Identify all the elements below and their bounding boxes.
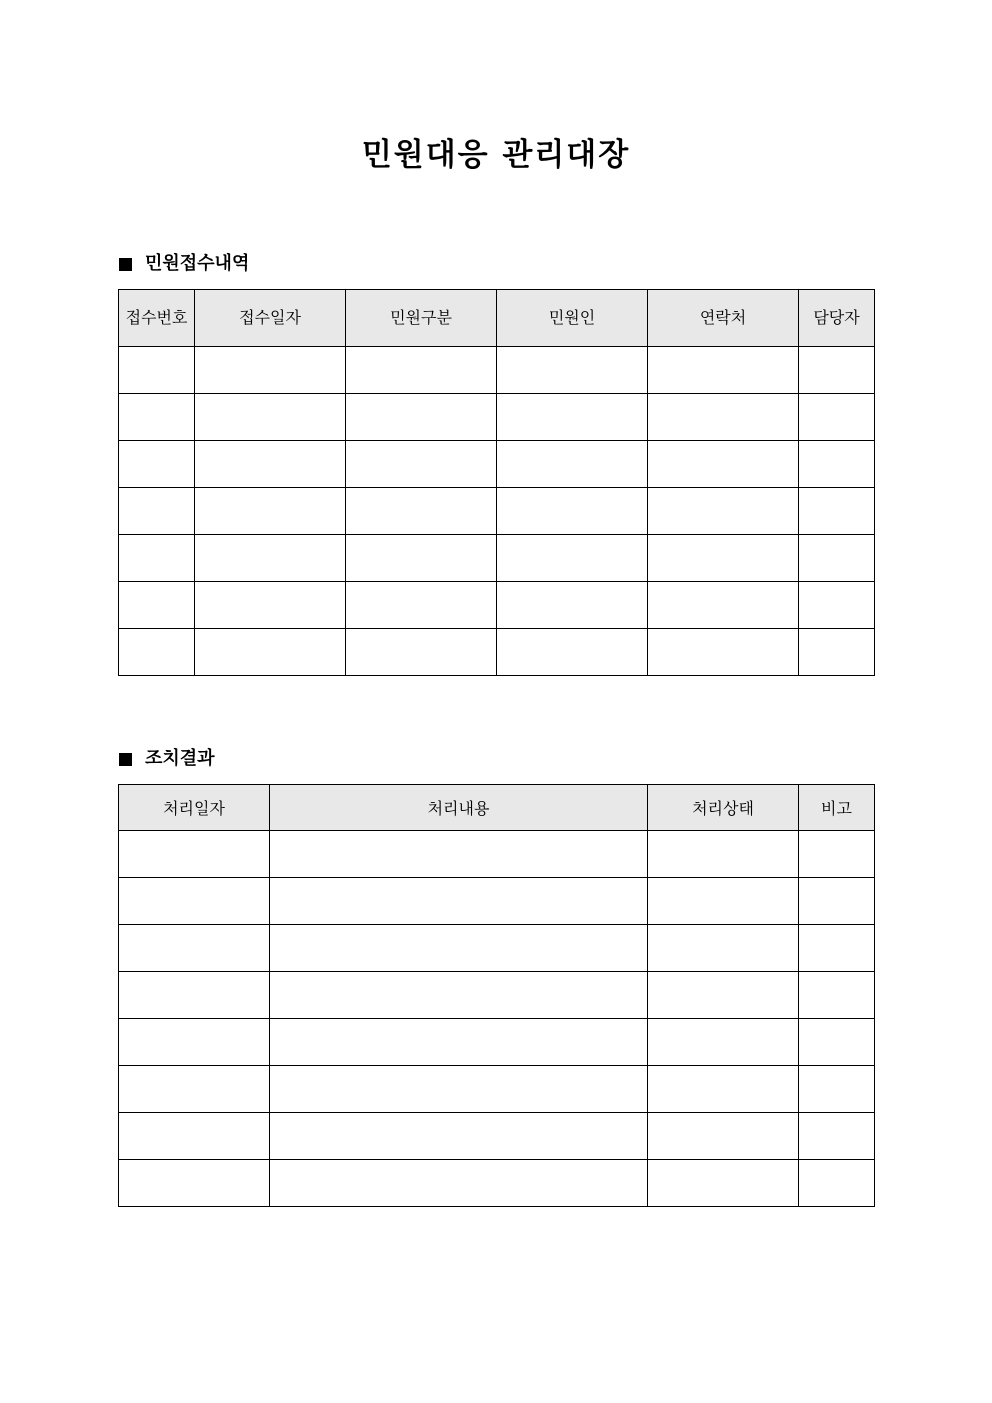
- table-cell[interactable]: [799, 831, 875, 878]
- table-row: [119, 535, 875, 582]
- table-cell[interactable]: [648, 925, 799, 972]
- table-cell[interactable]: [270, 925, 648, 972]
- table-cell[interactable]: [648, 831, 799, 878]
- table-cell[interactable]: [346, 582, 497, 629]
- table-cell[interactable]: [799, 629, 875, 676]
- table-cell[interactable]: [119, 1113, 270, 1160]
- table-cell[interactable]: [119, 925, 270, 972]
- table-cell[interactable]: [270, 1066, 648, 1113]
- table-header-row: [119, 290, 875, 347]
- column-header-remarks: 비고: [799, 785, 875, 831]
- table-cell[interactable]: [497, 488, 648, 535]
- table-cell[interactable]: [119, 629, 195, 676]
- table-cell[interactable]: [648, 972, 799, 1019]
- table-cell[interactable]: [119, 488, 195, 535]
- table-row: [119, 347, 875, 394]
- table-cell[interactable]: [195, 347, 346, 394]
- table-cell[interactable]: [270, 1160, 648, 1207]
- table-cell[interactable]: [497, 394, 648, 441]
- table-cell[interactable]: [119, 441, 195, 488]
- table-cell[interactable]: [497, 535, 648, 582]
- table-cell[interactable]: [195, 535, 346, 582]
- table-row: [119, 582, 875, 629]
- table-cell[interactable]: [799, 394, 875, 441]
- table-cell[interactable]: [799, 347, 875, 394]
- table-cell[interactable]: [119, 347, 195, 394]
- table-cell[interactable]: [799, 1066, 875, 1113]
- table-row: [119, 488, 875, 535]
- table-cell[interactable]: [270, 1113, 648, 1160]
- table-header-row: [119, 785, 875, 831]
- table-cell[interactable]: [648, 1113, 799, 1160]
- column-header-receipt-date: 접수일자: [195, 290, 346, 347]
- section-heading-action-result: [119, 747, 215, 771]
- table-cell[interactable]: [270, 878, 648, 925]
- column-header-manager: 담당자: [799, 290, 875, 347]
- table-cell[interactable]: [799, 1160, 875, 1207]
- table-cell[interactable]: [648, 1066, 799, 1113]
- square-bullet-icon: [119, 258, 132, 271]
- table-cell[interactable]: [799, 1113, 875, 1160]
- complaint-receipt-table: [118, 289, 875, 676]
- table-row: [119, 1019, 875, 1066]
- column-header-process-status: 처리상태: [648, 785, 799, 831]
- table-cell[interactable]: [119, 1160, 270, 1207]
- table-cell[interactable]: [648, 629, 799, 676]
- table-cell[interactable]: [799, 1019, 875, 1066]
- table-cell[interactable]: [195, 582, 346, 629]
- table-cell[interactable]: [648, 488, 799, 535]
- action-result-table: [118, 784, 875, 1207]
- table-cell[interactable]: [119, 535, 195, 582]
- table-row: [119, 1160, 875, 1207]
- table-cell[interactable]: [497, 629, 648, 676]
- table-cell[interactable]: [346, 488, 497, 535]
- table-row: [119, 1066, 875, 1113]
- square-bullet-icon: [119, 753, 132, 766]
- section-heading-label: 조치결과: [145, 748, 215, 769]
- table-row: [119, 925, 875, 972]
- column-header-process-details: 처리내용: [270, 785, 648, 831]
- column-header-complaint-type: 민원구분: [346, 290, 497, 347]
- table-cell[interactable]: [346, 629, 497, 676]
- table-cell[interactable]: [346, 535, 497, 582]
- table-row: [119, 629, 875, 676]
- table-row: [119, 878, 875, 925]
- table-cell[interactable]: [119, 1019, 270, 1066]
- table-cell[interactable]: [497, 441, 648, 488]
- table-cell[interactable]: [648, 441, 799, 488]
- table-cell[interactable]: [195, 488, 346, 535]
- table-cell[interactable]: [119, 831, 270, 878]
- table-cell[interactable]: [648, 582, 799, 629]
- section-heading-label: 민원접수내역: [145, 253, 250, 274]
- column-header-receipt-number: 접수번호: [119, 290, 195, 347]
- table-cell[interactable]: [799, 441, 875, 488]
- table-row: [119, 972, 875, 1019]
- table-cell[interactable]: [119, 1066, 270, 1113]
- table-cell[interactable]: [799, 488, 875, 535]
- table-cell[interactable]: [195, 394, 346, 441]
- table-cell[interactable]: [648, 1160, 799, 1207]
- table-row: [119, 831, 875, 878]
- table-cell[interactable]: [648, 878, 799, 925]
- table-cell[interactable]: [648, 1019, 799, 1066]
- table-row: [119, 1113, 875, 1160]
- section-heading-receipt: [119, 252, 249, 276]
- table-cell[interactable]: [799, 878, 875, 925]
- table-cell[interactable]: [270, 1019, 648, 1066]
- column-header-process-date: 처리일자: [119, 785, 270, 831]
- table-row: [119, 441, 875, 488]
- table-cell[interactable]: [119, 582, 195, 629]
- table-cell[interactable]: [648, 394, 799, 441]
- table-cell[interactable]: [497, 582, 648, 629]
- table-cell[interactable]: [270, 972, 648, 1019]
- table-cell[interactable]: [799, 925, 875, 972]
- document-title: 민원대응 관리대장: [361, 137, 631, 173]
- table-cell[interactable]: [799, 535, 875, 582]
- table-cell[interactable]: [346, 441, 497, 488]
- table-cell[interactable]: [119, 972, 270, 1019]
- table-cell[interactable]: [270, 831, 648, 878]
- table-cell[interactable]: [497, 347, 648, 394]
- table-cell[interactable]: [799, 582, 875, 629]
- column-header-contact: 연락처: [648, 290, 799, 347]
- table-cell[interactable]: [195, 629, 346, 676]
- table-cell[interactable]: [648, 347, 799, 394]
- table-row: [119, 394, 875, 441]
- table-cell[interactable]: [346, 394, 497, 441]
- table-cell[interactable]: [648, 535, 799, 582]
- table-cell[interactable]: [119, 878, 270, 925]
- table-cell[interactable]: [799, 972, 875, 1019]
- table-cell[interactable]: [119, 394, 195, 441]
- table-cell[interactable]: [346, 347, 497, 394]
- table-cell[interactable]: [195, 441, 346, 488]
- column-header-complainant: 민원인: [497, 290, 648, 347]
